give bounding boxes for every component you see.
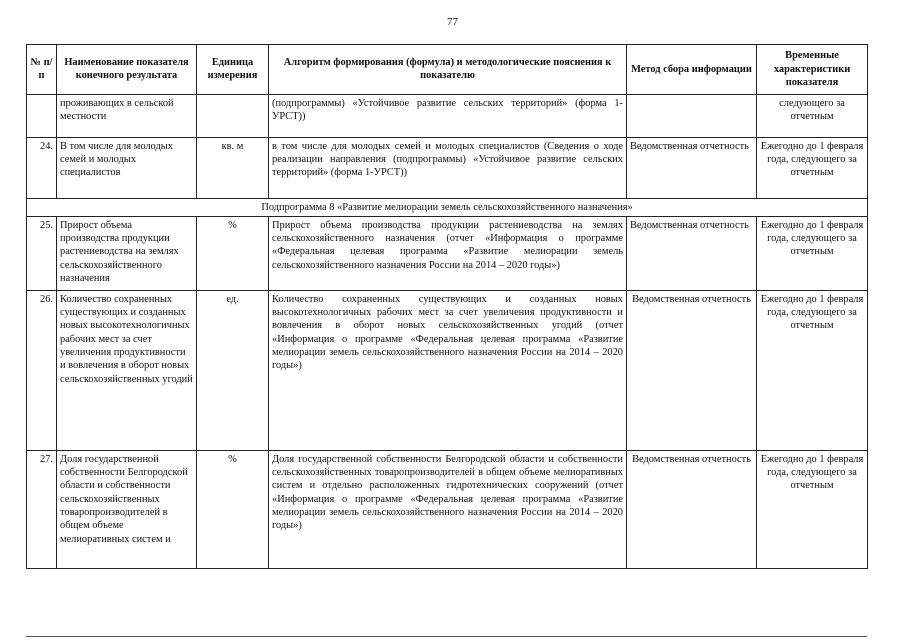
cell-method: Ведомственная отчетность bbox=[627, 290, 757, 450]
cell-algorithm: в том числе для молодых семей и молодых специалистов (Сведения о ходе реализации направления (подпрограммы) «Устойчивое развитие сельских территорий» (форма 1-УРСТ)) bbox=[269, 137, 627, 198]
cell-name: Количество сохраненных существующих и созданных новых высокотехнологичных рабочих мест за счет увеличения продуктивности и вовлечения в оборот новых сельскохозяйственных угодий bbox=[57, 290, 197, 450]
section-row bbox=[27, 198, 868, 216]
cell-timing: следующего за отчетным bbox=[757, 94, 868, 137]
cell-timing: Ежегодно до 1 февраля года, следующего за отчетным bbox=[757, 216, 868, 290]
cell-timing: Ежегодно до 1 февраля года, следующего за отчетным bbox=[757, 290, 868, 450]
cell-algorithm: Прирост объема производства продукции растениеводства на землях сельскохозяйственного назначения (отчет «Информация о программе «Федеральная целевая программа «Развитие мелиорации земель сельскохозяйственного назначения России на 2014 – 2020 годы») bbox=[269, 216, 627, 290]
header-method: Метод сбора информации bbox=[627, 45, 757, 95]
cell-algorithm: Количество сохраненных существующих и созданных новых высокотехнологичных рабочих мест за счет увеличения продуктивности и вовлечения в оборот новых сельскохозяйственных угодий (отчет «Информация о программе «Федеральная целевая программа «Развитие мелиорации земель сельскохозяйственного назначения России на 2014 – 2020 годы») bbox=[269, 290, 627, 450]
page-number: 77 bbox=[447, 16, 458, 28]
table-row bbox=[27, 216, 868, 290]
cell-method: Ведомственная отчетность bbox=[627, 137, 757, 198]
cell-algorithm: (подпрограммы) «Устойчивое развитие сельских территорий» (форма 1-УРСТ)) bbox=[269, 94, 627, 137]
page-bottom-rule bbox=[26, 636, 867, 637]
cell-name: Доля государственной собственности Белгородской области и собственности сельскохозяйственных товаропроизводителей в общем объеме мелиоративных систем и bbox=[57, 450, 197, 568]
cell-timing: Ежегодно до 1 февраля года, следующего за отчетным bbox=[757, 450, 868, 568]
indicators-table bbox=[26, 44, 868, 569]
section-title: Подпрограмма 8 «Развитие мелиорации земель сельскохозяйственного назначения» bbox=[27, 198, 868, 216]
cell-name: проживающих в сельской местности bbox=[57, 94, 197, 137]
table-row bbox=[27, 290, 868, 450]
cell-num: 27. bbox=[27, 450, 57, 568]
cell-num: 26. bbox=[27, 290, 57, 450]
table-header-row bbox=[27, 45, 868, 95]
header-unit: Единица измерения bbox=[197, 45, 269, 95]
cell-method: Ведомственная отчетность bbox=[627, 216, 757, 290]
cell-name: Прирост объема производства продукции растениеводства на землях сельскохозяйственного назначения bbox=[57, 216, 197, 290]
cell-timing: Ежегодно до 1 февраля года, следующего за отчетным bbox=[757, 137, 868, 198]
table-row bbox=[27, 450, 868, 568]
cell-unit: ед. bbox=[197, 290, 269, 450]
cell-num: 24. bbox=[27, 137, 57, 198]
cell-num bbox=[27, 94, 57, 137]
table-row bbox=[27, 137, 868, 198]
cell-method bbox=[627, 94, 757, 137]
cell-name: В том числе для молодых семей и молодых специалистов bbox=[57, 137, 197, 198]
cell-unit: % bbox=[197, 450, 269, 568]
cell-method: Ведомственная отчетность bbox=[627, 450, 757, 568]
table-row bbox=[27, 94, 868, 137]
header-name: Наименование показателя конечного результата bbox=[57, 45, 197, 95]
header-num: № п/п bbox=[27, 45, 57, 95]
header-timing: Временные характеристики показателя bbox=[757, 45, 868, 95]
cell-algorithm: Доля государственной собственности Белгородской области и собственности сельскохозяйственных товаропроизводителей в общем объеме мелиоративных систем и отдельно расположенных гидротехнических сооружений (отчет «Информация о программе «Федеральная целевая программа «Развитие мелиорации земель сельскохозяйственного назначения России на 2014 – 2020 годы») bbox=[269, 450, 627, 568]
cell-unit bbox=[197, 94, 269, 137]
cell-num: 25. bbox=[27, 216, 57, 290]
cell-unit: кв. м bbox=[197, 137, 269, 198]
header-algorithm: Алгоритм формирования (формула) и методологические пояснения к показателю bbox=[269, 45, 627, 95]
cell-unit: % bbox=[197, 216, 269, 290]
